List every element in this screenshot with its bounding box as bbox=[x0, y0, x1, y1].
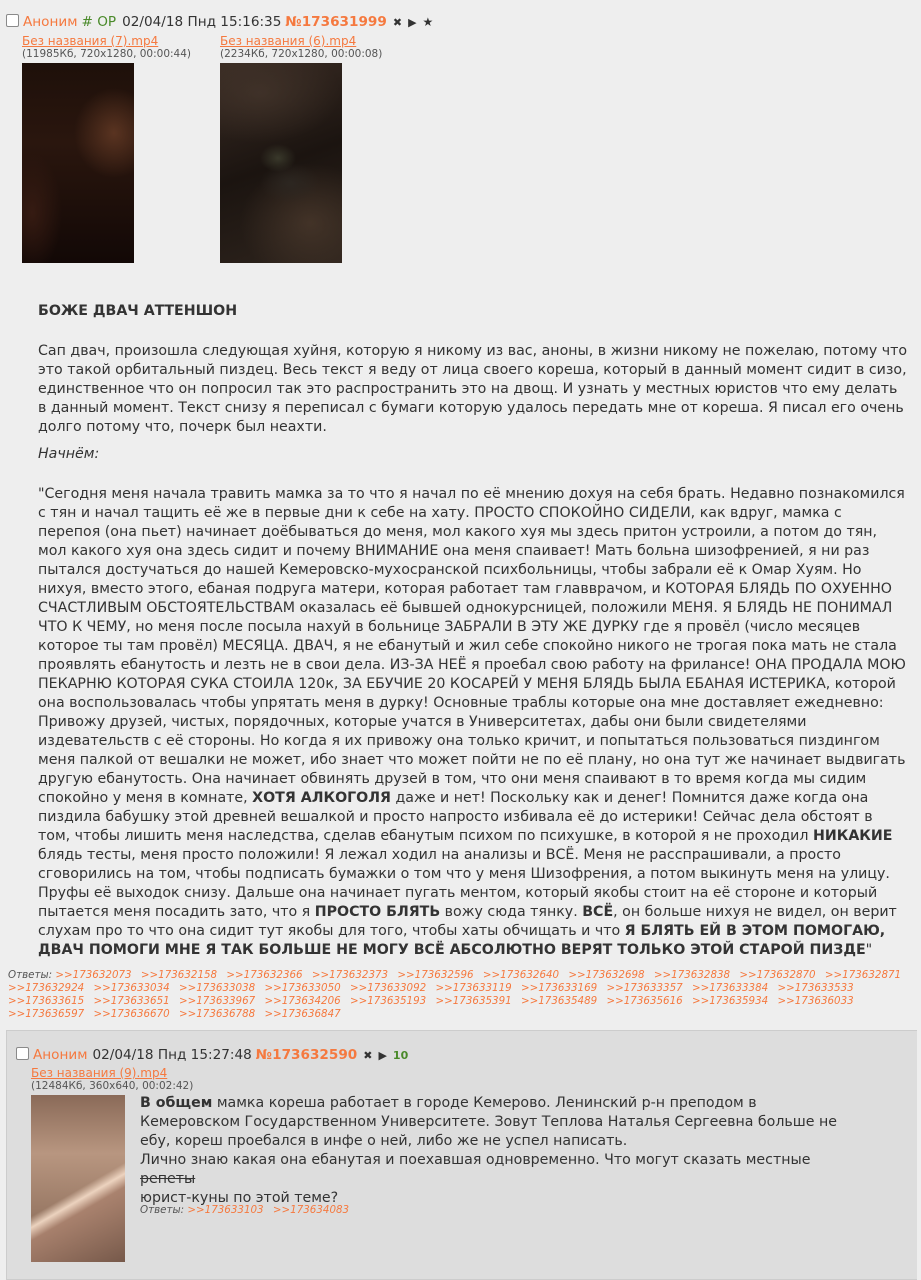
message-body bbox=[38, 485, 908, 960]
reply-link[interactable]: >>173635616 bbox=[606, 995, 683, 1007]
close-icon[interactable]: ✖ bbox=[363, 1049, 373, 1062]
op-badge: # OP bbox=[81, 14, 117, 30]
file-meta: (12484Кб, 360x640, 00:02:42) bbox=[31, 1080, 194, 1092]
message-bold-segment: НИКАКИЕ bbox=[812, 828, 893, 844]
op-file-1 bbox=[22, 34, 191, 263]
op-file-2 bbox=[220, 34, 382, 263]
video-thumbnail[interactable] bbox=[22, 63, 134, 263]
reply-link[interactable]: >>173633038 bbox=[179, 982, 256, 994]
reply-link[interactable]: >>173633103 bbox=[187, 1204, 264, 1216]
op-replies-list bbox=[8, 969, 913, 1021]
reply-link[interactable]: >>173636597 bbox=[8, 1008, 85, 1020]
file-meta: (11985Кб, 720x1280, 00:00:44) bbox=[22, 48, 192, 60]
reply-link[interactable]: >>173633615 bbox=[8, 995, 85, 1007]
reply-link[interactable]: >>173635489 bbox=[521, 995, 598, 1007]
message-heading: БОЖЕ ДВАЧ АТТЕНШОН bbox=[38, 303, 238, 319]
close-icon[interactable]: ✖ bbox=[392, 16, 403, 29]
reply-count-badge: 10 bbox=[392, 1049, 409, 1062]
struck-word: репеты bbox=[140, 1171, 196, 1187]
message-segment: вожу сюда тянку. bbox=[440, 904, 583, 920]
star-icon[interactable]: ★ bbox=[422, 15, 434, 29]
reply-link[interactable]: >>173632073 bbox=[55, 969, 132, 981]
file-link[interactable]: Без названия (6).mp4 bbox=[220, 34, 357, 48]
message-segment: даже и нет! Поскольку как и денег! Помнится даже когда она пиздила бабушку этой древней вешалкой и просто напросто избивала её до истерики! Сейчас дела обстоят в том, чтобы лишить меня наследства, сделав ебанутым психом по психушке, в которой я не проходил bbox=[38, 790, 873, 844]
video-thumbnail[interactable] bbox=[220, 63, 342, 263]
reply-link[interactable]: >>173632698 bbox=[568, 969, 645, 981]
reply-link[interactable]: >>173635391 bbox=[435, 995, 512, 1007]
replies-label: Ответы: bbox=[140, 1204, 185, 1216]
post-number-link[interactable]: №173632590 bbox=[255, 1047, 358, 1063]
reply-link[interactable]: >>173635193 bbox=[350, 995, 427, 1007]
reply-link[interactable]: >>173633034 bbox=[93, 982, 170, 994]
reply-link[interactable]: >>173632838 bbox=[653, 969, 731, 981]
poster-name: Аноним bbox=[23, 14, 78, 30]
play-icon[interactable]: ▶ bbox=[378, 1049, 387, 1062]
message-bold-segment: ПРОСТО БЛЯТЬ bbox=[314, 904, 441, 920]
reply-link[interactable]: >>173632924 bbox=[8, 982, 85, 994]
message-part: Лично знаю какая она ебанутая и поехавшая одновременно. Что могут сказать местные bbox=[140, 1152, 811, 1168]
message-segment: блядь тесты, меня просто положили! Я лежал ходил на анализы и ВСЁ. Меня не расспрашивали, а просто сговорились на том, чтобы подписать бумажки о том что у меня Шизофрения, а потом выкинуть меня на улицу. Пруфы её выходок снизу. Дальше она начинает пугать ментом, который якобы стоит на её стороне и который пытается меня посадить зато, что я bbox=[38, 847, 890, 920]
poster-name: Аноним bbox=[33, 1047, 88, 1063]
reply-link[interactable]: >>173633119 bbox=[435, 982, 512, 994]
message-part: мамка кореша работает в городе Кемерово. Ленинский р-н преподом в Кемеровском Государственном Университете. Зовут Теплова Наталья Сергеевна больше не ебу, кореш проебался в инфе о ней, либо же не успел написать. bbox=[140, 1095, 838, 1149]
reply-link[interactable]: >>173633169 bbox=[521, 982, 598, 994]
message-segment: , он больше нихуя не видел, он верит слухам про то что она сидит тут якобы для того, чтобы хаты обчищать и что bbox=[38, 904, 897, 939]
post-select-checkbox[interactable] bbox=[6, 14, 19, 27]
op-message bbox=[38, 302, 908, 960]
video-thumbnail[interactable] bbox=[31, 1095, 125, 1262]
reply-link[interactable]: >>173636847 bbox=[264, 1008, 341, 1020]
reply-link[interactable]: >>173632158 bbox=[140, 969, 218, 981]
reply-link[interactable]: >>173632871 bbox=[824, 969, 902, 981]
reply-link[interactable]: >>173632870 bbox=[739, 969, 816, 981]
play-icon[interactable]: ▶ bbox=[408, 16, 417, 29]
reply-link[interactable]: >>173634206 bbox=[264, 995, 341, 1007]
reply-link[interactable]: >>173633533 bbox=[777, 982, 854, 994]
reply-link[interactable]: >>173635934 bbox=[692, 995, 769, 1007]
file-meta: (2234Кб, 720x1280, 00:00:08) bbox=[220, 48, 383, 60]
post-datetime: 02/04/18 Пнд 15:16:35 bbox=[122, 14, 282, 30]
message-bold-segment: ХОТЯ АЛКОГОЛЯ bbox=[252, 790, 391, 806]
message-intro: Сап двач, произошла следующая хуйня, которую я никому из вас, аноны, в жизни никому не пожелаю, потому что это такой орбитальный пиздец. Весь текст я веду от лица своего кореша, который в данный момент сидит в сизо, единственное что он попросил так это распространить это на двощ. И узнать у местных юристов что ему делать в данный момент. Текст снизу я переписал с бумаги которую удалось передать мне от кореша. Я писал его очень долго потому что, почерк был неахти. bbox=[38, 343, 908, 435]
message-segment: "Сегодня меня начала травить мамка за то что я начал по её мнению дохуя на себя брать. Недавно познакомился с тян и начал тащить её же в первые дни к себе на хату. ПРОСТО СПОКОЙНО СИДЕЛИ, как вдруг, мамка с перепоя (она пьет) начинает доёбываться до меня, мол какого хуя мы здесь притон устроили, а потом до тян, мол какого хуя она здесь сидит и почему ВНИМАНИЕ она меня спаивает! Мать больна шизофренией, я ни раз пытался достучаться до нашей Кемеровско-мухосранской психбольницы, чтобы забрали её к Омар Хуям. Но нихуя, вместо этого, ебаная подруга матери, которая работает там главврачом, и КОТОРАЯ БЛЯДЬ ПО ОХУЕННО СЧАСТЛИВЫМ ОБСТОЯТЕЛЬСТВАМ оказалась её бывшей однокурсницей, положили МЕНЯ. Я БЛЯДЬ НЕ ПОНИМАЛ ЧТО К ЧЕМУ, но меня после посыла нахуй в больнице ЗАБРАЛИ В ЭТУ ЖЕ ДУРКУ где я провёл (число месяцев которое ты там провёл) МЕСЯЦА. ДВАЧ, я не ебанутый и жил себе спокойно никого не трогая пока мать не стала проявлять ебанутость и лезть не в свои дела. ИЗ-ЗА НЕЁ я проебал свою работу на фрилансе! ОНА ПРОДАЛА МОЮ ПЕКАРНЮ КОТОРАЯ СУКА СТОИЛА 120к, ЗА ЕБУЧИЕ 20 КОСАРЕЙ У МЕНЯ БЛЯДЬ БЫЛА ЕБАНАЯ ИСТЕРИКА, которой она воспользовалась чтобы упрятать меня в дурку! Основные траблы которые она мне доставляет ежедневно: Привожу друзей, чистых, порядочных, которые учатся в Университетах, дабы они были свидетелями издевательств с её стороны. Но когда я их привожу она только кричит, и попытаться пользоваться пиздингом меня палкой от вешалки не может, ибо знает что может пойти не по её плану, но она тут же начинает выдвигать другую ебанутость. Она начинает обвинять друзей в том, что они меня спаивают в то время когда мы сидим спокойно у меня в комнате, bbox=[38, 486, 906, 806]
message-bold-segment: Я БЛЯТЬ ЕЙ В ЭТОМ ПОМОГАЮ, ДВАЧ ПОМОГИ МНЕ Я ТАК БОЛЬШЕ НЕ МОГУ ВСЁ АБСОЛЮТНО ВЕРЯТ ТОЛЬКО ЭТОЙ СТАРОЙ ПИЗДЕ bbox=[38, 923, 886, 958]
reply-link[interactable]: >>173636788 bbox=[179, 1008, 256, 1020]
message-part: юрист-куны по этой теме? bbox=[140, 1190, 339, 1206]
reply-link[interactable]: >>173632640 bbox=[482, 969, 560, 981]
post-datetime: 02/04/18 Пнд 15:27:48 bbox=[92, 1047, 252, 1063]
reply-link[interactable]: >>173633092 bbox=[350, 982, 427, 994]
replies-label: Ответы: bbox=[8, 969, 53, 981]
reply-message bbox=[140, 1094, 860, 1208]
reply-link[interactable]: >>173633050 bbox=[264, 982, 341, 994]
file-link[interactable]: Без названия (9).mp4 bbox=[31, 1066, 168, 1080]
reply-link[interactable]: >>173632373 bbox=[311, 969, 389, 981]
message-start: Начнём: bbox=[38, 446, 100, 462]
message-bold-segment: ВСЁ bbox=[582, 904, 614, 920]
reply-link[interactable]: >>173633967 bbox=[179, 995, 256, 1007]
reply-replies-list bbox=[140, 1204, 840, 1217]
reply-link[interactable]: >>173632596 bbox=[397, 969, 474, 981]
file-link[interactable]: Без названия (7).mp4 bbox=[22, 34, 159, 48]
op-post-header bbox=[6, 12, 433, 32]
post-number-link[interactable]: №173631999 bbox=[285, 14, 387, 30]
reply-link[interactable]: >>173633384 bbox=[692, 982, 769, 994]
reply-link[interactable]: >>173634083 bbox=[272, 1204, 350, 1216]
post-select-checkbox[interactable] bbox=[16, 1047, 29, 1060]
reply-post bbox=[6, 1030, 917, 1280]
reply-link[interactable]: >>173633357 bbox=[606, 982, 683, 994]
reply-link[interactable]: >>173632366 bbox=[226, 969, 303, 981]
message-segment: " bbox=[865, 942, 873, 958]
reply-link[interactable]: >>173636670 bbox=[93, 1008, 170, 1020]
reply-link[interactable]: >>173633651 bbox=[93, 995, 170, 1007]
reply-post-header bbox=[16, 1045, 408, 1066]
reply-link[interactable]: >>173636033 bbox=[777, 995, 854, 1007]
message-lead: В общем bbox=[140, 1095, 213, 1111]
